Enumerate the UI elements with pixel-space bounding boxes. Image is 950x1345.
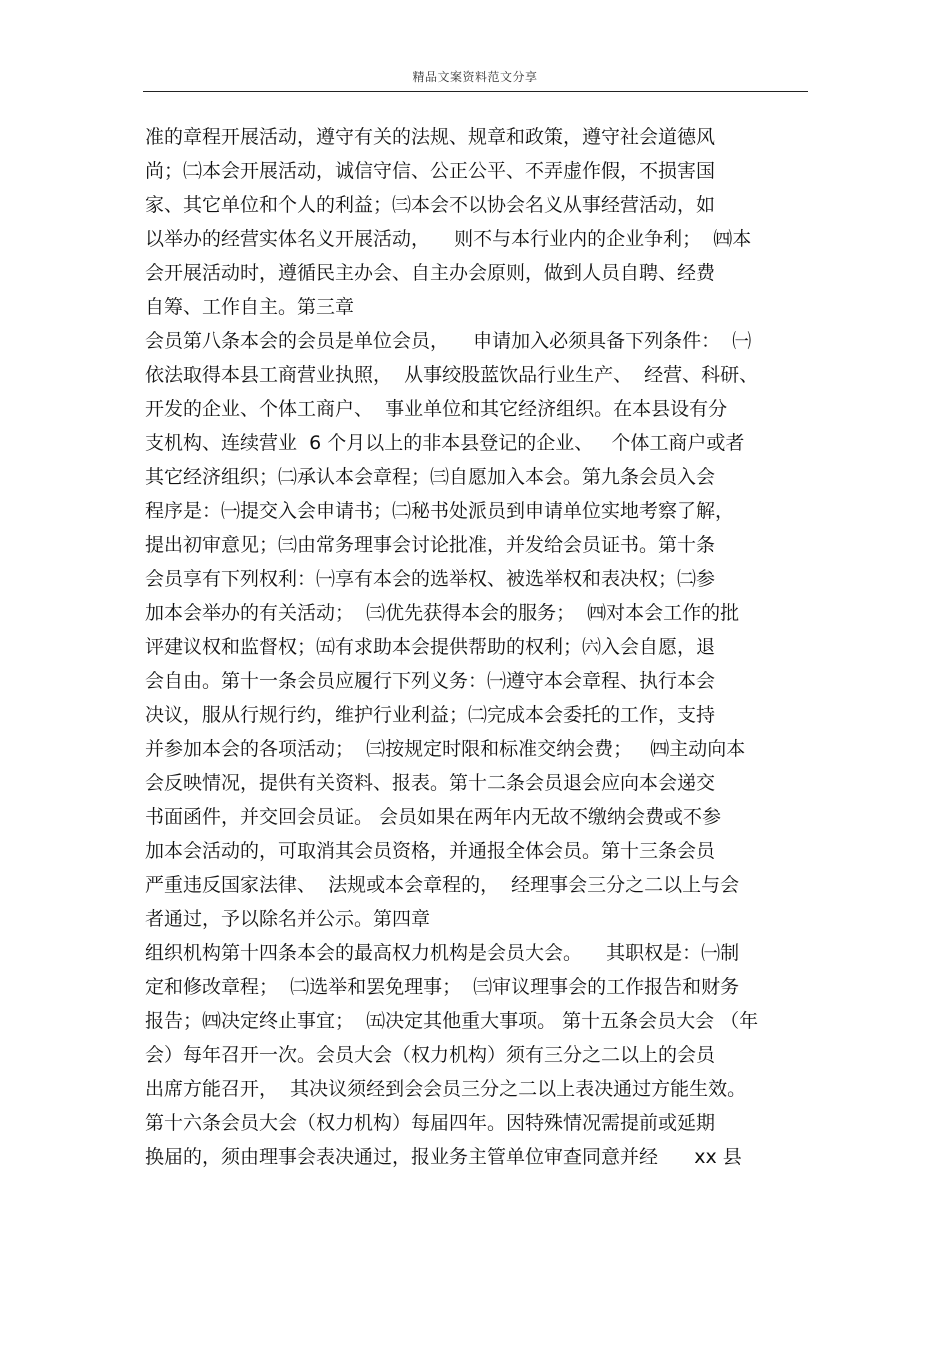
text-line: 以举办的经营实体名义开展活动， 则不与本行业内的企业争利； ㈣本: [145, 228, 752, 250]
text-line: 出席方能召开， 其决议须经到会会员三分之二以上表决通过方能生效。: [145, 1078, 747, 1100]
text-line: 并参加本会的各项活动； ㈢按规定时限和标准交纳会费； ㈣主动向本: [145, 738, 746, 760]
text-line: 提出初审意见；㈢由常务理事会讨论批准，并发给会员证书。第十条: [145, 534, 716, 556]
text-line: 换届的，须由理事会表决通过，报业务主管单位审查同意并经 xx 县: [145, 1146, 742, 1168]
text-line: 组织机构第十四条本会的最高权力机构是会员大会。 其职权是：㈠制: [145, 942, 740, 964]
document-body: [145, 120, 825, 1174]
text-line: 支机构、连续营业 6 个月以上的非本县登记的企业、 个体工商户或者: [145, 432, 745, 454]
text-line: 加本会活动的，可取消其会员资格，并通报全体会员。第十三条会员: [145, 840, 716, 862]
text-line: 尚；㈡本会开展活动，诚信守信、公正公平、不弄虚作假，不损害国: [145, 160, 716, 182]
text-line: 加本会举办的有关活动； ㈢优先获得本会的服务； ㈣对本会工作的批: [145, 602, 740, 624]
text-line: 其它经济组织；㈡承认本会章程；㈢自愿加入本会。第九条会员入会: [145, 466, 716, 488]
page-header: 精品文案资料范文分享: [412, 70, 538, 84]
text-line: 书面函件，并交回会员证。 会员如果在两年内无故不缴纳会费或不参: [145, 806, 722, 828]
text-line: 会员第八条本会的会员是单位会员， 申请加入必须具备下列条件： ㈠: [145, 330, 752, 352]
text-line: 第十六条会员大会（权力机构）每届四年。因特殊情况需提前或延期: [145, 1112, 716, 1134]
text-line: 定和修改章程； ㈡选举和罢免理事； ㈢审议理事会的工作报告和财务: [145, 976, 740, 998]
text-line: 会）每年召开一次。会员大会（权力机构）须有三分之二以上的会员: [145, 1044, 716, 1066]
text-line: 会开展活动时，遵循民主办会、自主办会原则，做到人员自聘、经费: [145, 262, 716, 284]
text-line: 者通过，予以除名并公示。第四章: [145, 908, 431, 930]
text-line: 开发的企业、个体工商户、 事业单位和其它经济组织。在本县设有分: [145, 398, 728, 420]
header-divider: [143, 91, 808, 92]
text-line: 报告；㈣决定终止事宜； ㈤决定其他重大事项。 第十五条会员大会 （年: [145, 1010, 759, 1032]
text-line: 决议，服从行规行约，维护行业利益；㈡完成本会委托的工作，支持: [145, 704, 716, 726]
text-line: 会员享有下列权利：㈠享有本会的选举权、被选举权和表决权；㈡参: [145, 568, 716, 590]
text-line: 会反映情况，提供有关资料、报表。第十二条会员退会应向本会递交: [145, 772, 716, 794]
text-line: 自筹、工作自主。第三章: [145, 296, 355, 318]
text-line: 家、其它单位和个人的利益；㈢本会不以协会名义从事经营活动，如: [145, 194, 716, 216]
text-line: 会自由。第十一条会员应履行下列义务：㈠遵守本会章程、执行本会: [145, 670, 716, 692]
text-line: 评建议权和监督权；㈤有求助本会提供帮助的权利；㈥入会自愿，退: [145, 636, 716, 658]
text-line: 程序是：㈠提交入会申请书；㈡秘书处派员到申请单位实地考察了解，: [145, 500, 735, 522]
text-line: 依法取得本县工商营业执照， 从事绞股蓝饮品行业生产、 经营、科研、: [145, 364, 759, 386]
text-line: 严重违反国家法律、 法规或本会章程的， 经理事会三分之二以上与会: [145, 874, 740, 896]
text-line: 准的章程开展活动，遵守有关的法规、规章和政策，遵守社会道德风: [145, 126, 716, 148]
